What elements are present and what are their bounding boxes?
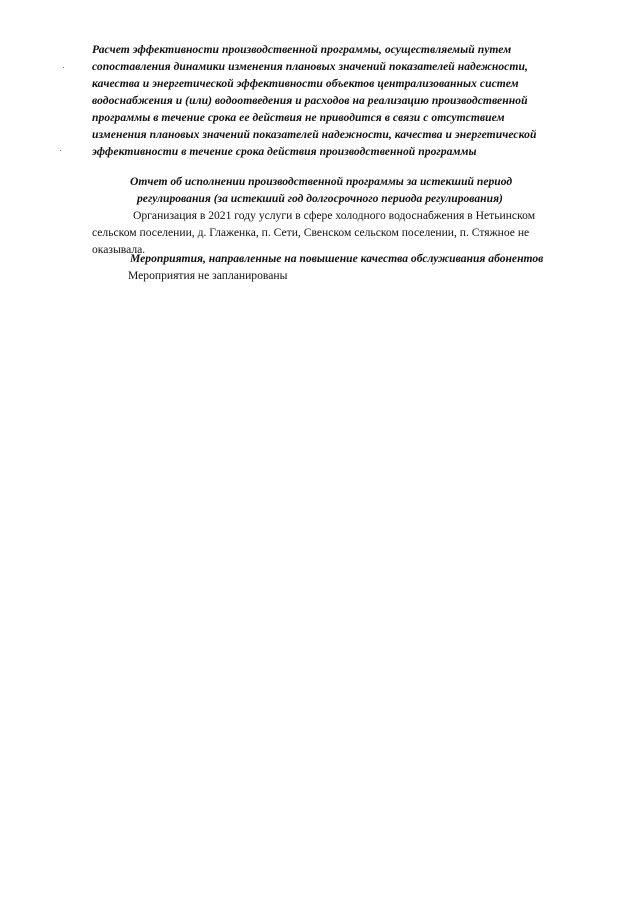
report-body-line: Организация в 2021 году услуги в сфере холодного водоснабжения в Нетьинском: [133, 209, 536, 222]
measures-section-title: Мероприятия, направленные на повышение качества обслуживания абонентов: [130, 252, 544, 265]
heading-line: изменения плановых значений показателей надежности, качества и энергетической: [92, 128, 537, 141]
heading-line: Расчет эффективности производственной программы, осуществляемый путем: [92, 43, 512, 56]
report-body-line: сельском поселении, д. Глаженка, п. Сети, Свенском сельском поселении, п. Стяжное не: [92, 226, 530, 239]
scan-speck: [63, 67, 64, 68]
report-body-line: оказывала.: [92, 243, 146, 256]
report-title-line-2: регулирования (за истекший год долгосрочного периода регулирования): [137, 192, 503, 205]
heading-line: сопоставления динамики изменения плановых значений показателей надежности,: [92, 60, 528, 73]
report-title-line-1: Отчет об исполнении производственной программы за истекший период: [130, 175, 513, 188]
heading-line: качества и энергетической эффективности объектов централизованных систем: [92, 77, 519, 90]
efficiency-calculation-heading: [92, 41, 604, 160]
heading-line: эффективности в течение срока действия производственной программы: [92, 145, 477, 158]
scan-speck: [60, 150, 61, 151]
report-section-title: [92, 173, 604, 207]
measures-section-body: Мероприятия не запланированы: [128, 269, 288, 282]
heading-line: водоснабжения и (или) водоотведения и расходов на реализацию производственной: [92, 94, 528, 107]
heading-line: программы в течение срока ее действия не приводится в связи с отсутствием: [92, 111, 505, 124]
